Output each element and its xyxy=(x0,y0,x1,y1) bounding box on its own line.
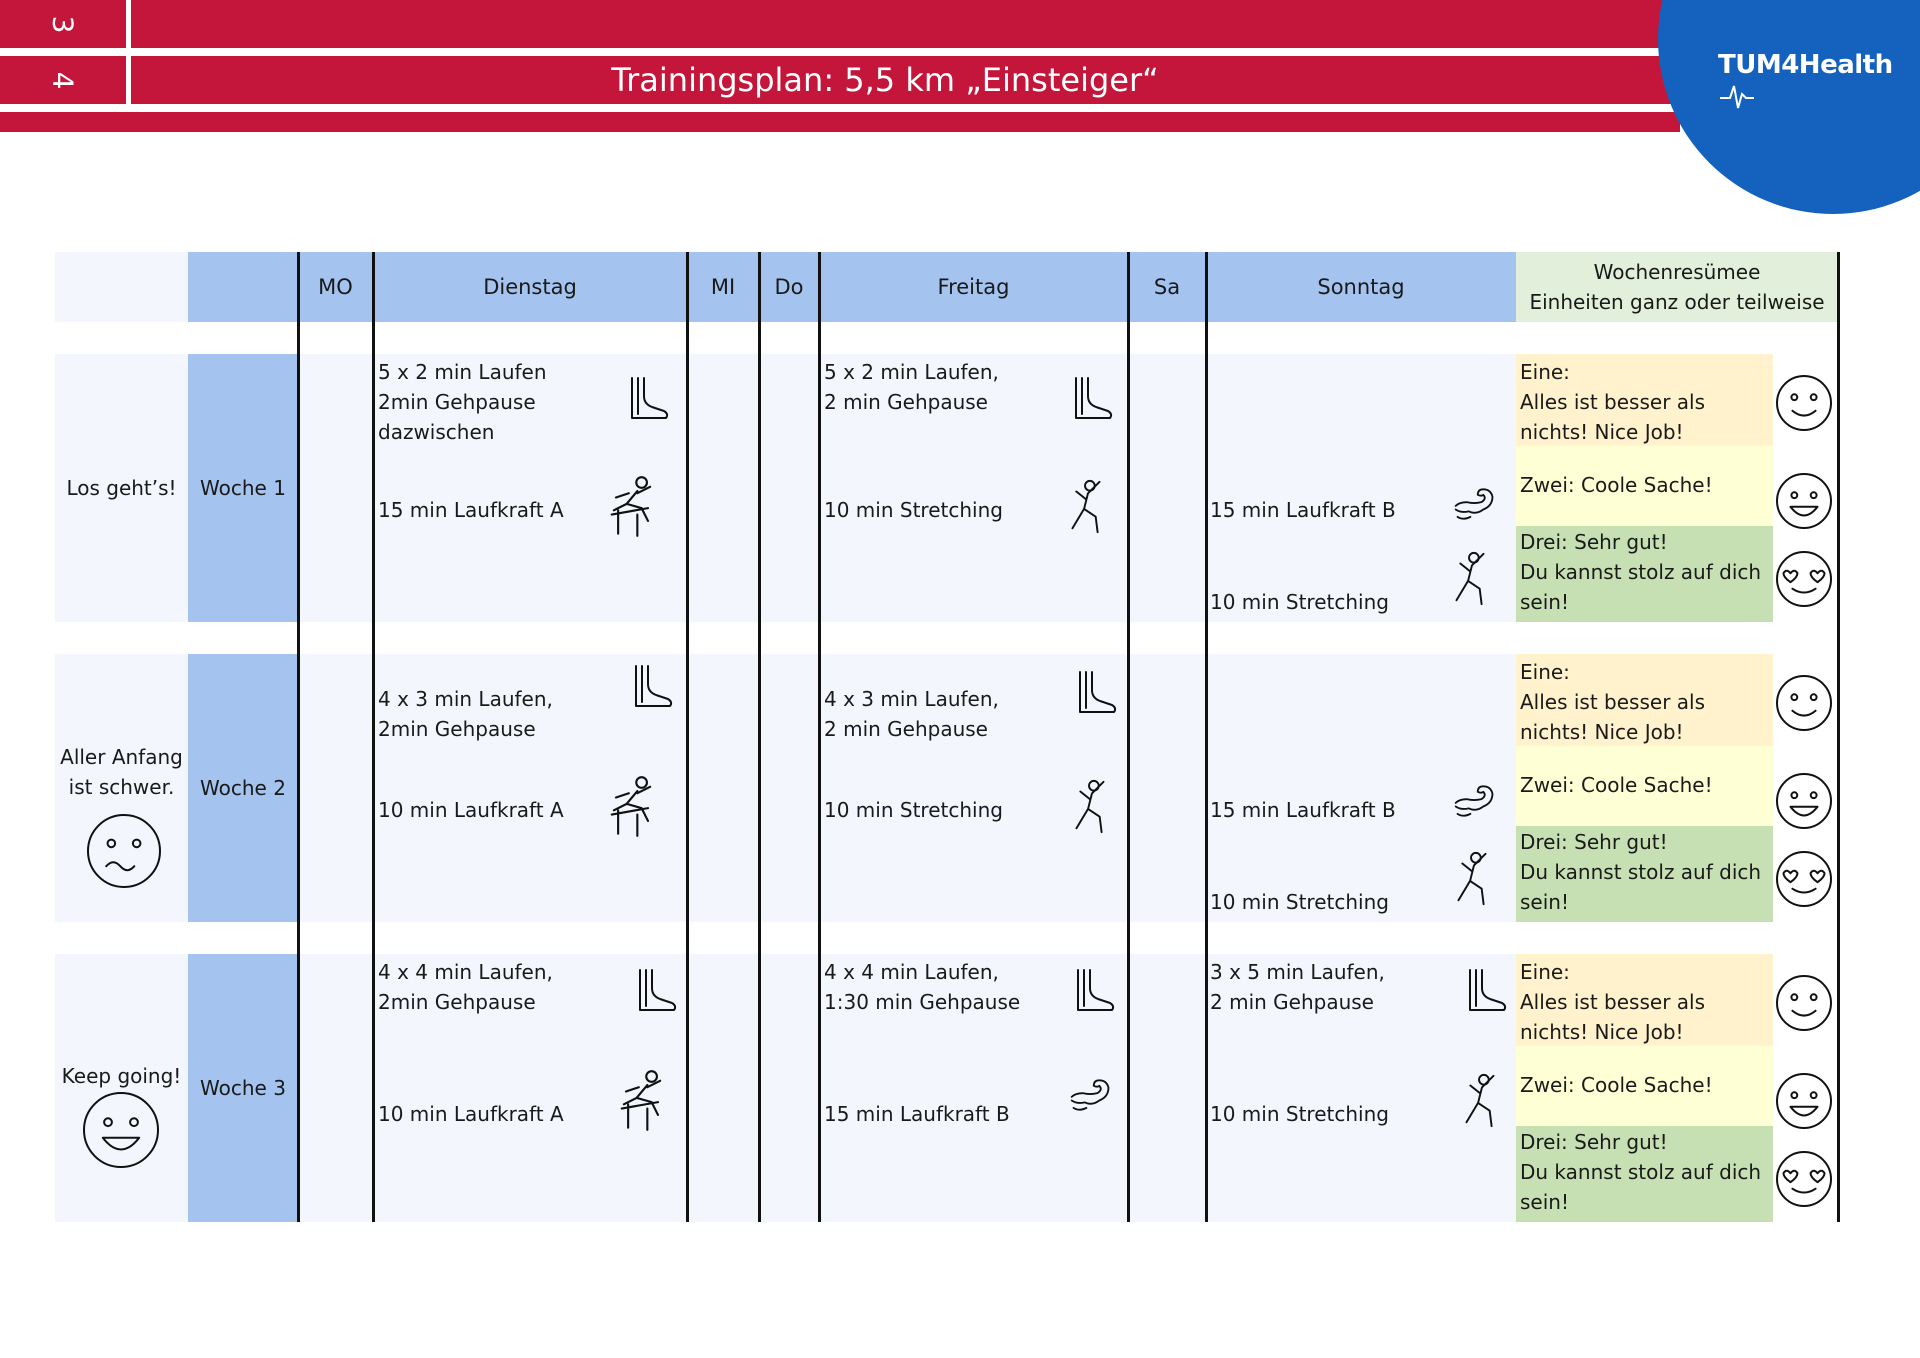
activity-text: 4 x 4 min Laufen, xyxy=(378,960,553,984)
smile-face-icon xyxy=(1775,374,1833,432)
header-week-cell xyxy=(188,252,298,322)
column-divider xyxy=(818,252,821,1222)
page-title: Trainingsplan: 5,5 km „Einsteiger“ xyxy=(611,61,1159,99)
grin-face-icon xyxy=(1775,1072,1833,1130)
column-header-freitag: Freitag xyxy=(819,252,1128,322)
foot-icon xyxy=(1070,668,1120,718)
header-band-bottom xyxy=(0,112,1680,132)
column-divider xyxy=(1127,252,1130,1222)
summary-drei-text: sein! xyxy=(1520,590,1569,614)
stretching-icon xyxy=(1452,850,1492,908)
activity-text: 10 min Stretching xyxy=(824,498,1003,522)
activity-text: 2min Gehpause xyxy=(378,717,536,741)
week-label: Woche 2 xyxy=(200,776,286,800)
activity-text: 10 min Stretching xyxy=(1210,1102,1389,1126)
header-band-top xyxy=(0,0,1680,48)
woozy-face-icon xyxy=(86,813,162,889)
activity-text: 2min Gehpause xyxy=(378,990,536,1014)
summary-eine-text: Alles ist besser als xyxy=(1520,990,1706,1014)
activity-text: 5 x 2 min Laufen xyxy=(378,360,547,384)
column-divider xyxy=(1837,252,1840,1222)
heart-eyes-face-icon xyxy=(1775,550,1833,608)
summary-zwei-text: Zwei: Coole Sache! xyxy=(1520,1073,1713,1097)
foot-icon xyxy=(630,966,680,1016)
heart-eyes-face-icon xyxy=(1775,1150,1833,1208)
activity-text: 15 min Laufkraft B xyxy=(1210,498,1396,522)
stretching-icon xyxy=(1070,778,1110,836)
activity-text: 3 x 5 min Laufen, xyxy=(1210,960,1385,984)
activity-text: 4 x 4 min Laufen, xyxy=(824,960,999,984)
foot-icon xyxy=(1066,374,1116,424)
activity-text: dazwischen xyxy=(378,420,495,444)
column-header-dienstag: Dienstag xyxy=(373,252,687,322)
summary-eine-text: nichts! Nice Job! xyxy=(1520,1020,1684,1044)
summary-drei-text: Drei: Sehr gut! xyxy=(1520,1130,1668,1154)
summary-zwei-text: Zwei: Coole Sache! xyxy=(1520,473,1713,497)
column-header-mi: MI xyxy=(687,252,759,322)
summary-eine-text: Eine: xyxy=(1520,660,1570,684)
activity-text: 10 min Laufkraft A xyxy=(378,798,564,822)
muscle-arm-icon xyxy=(1452,782,1498,820)
muscle-arm-icon xyxy=(1452,485,1498,523)
week-motto: Keep going! xyxy=(61,1064,182,1088)
smile-face-icon xyxy=(1775,974,1833,1032)
summary-eine-text: Alles ist besser als xyxy=(1520,690,1706,714)
muscle-arm-icon xyxy=(1068,1076,1114,1114)
activity-text: 10 min Laufkraft A xyxy=(378,1102,564,1126)
activity-text: 10 min Stretching xyxy=(1210,890,1389,914)
summary-drei-text: Du kannst stolz auf dich xyxy=(1520,860,1762,884)
column-divider xyxy=(758,252,761,1222)
foot-icon xyxy=(626,662,676,712)
week-label: Woche 3 xyxy=(200,1076,286,1100)
page-number: 4 xyxy=(46,71,80,89)
activity-text: 15 min Laufkraft A xyxy=(378,498,564,522)
activity-text: 5 x 2 min Laufen, xyxy=(824,360,999,384)
smile-face-icon xyxy=(1775,674,1833,732)
foot-icon xyxy=(622,374,672,424)
column-divider xyxy=(297,252,300,1222)
activity-text: 2 min Gehpause xyxy=(824,717,988,741)
activity-text: 15 min Laufkraft B xyxy=(824,1102,1010,1126)
column-header-do: Do xyxy=(759,252,819,322)
week-motto: Aller Anfang xyxy=(60,745,183,769)
activity-text: 2min Gehpause xyxy=(378,390,536,414)
stretching-icon xyxy=(1066,478,1106,536)
summary-header-line-2: Einheiten ganz oder teilweise xyxy=(1529,290,1825,314)
stretching-icon xyxy=(1460,1072,1500,1130)
activity-text: 10 min Stretching xyxy=(824,798,1003,822)
column-header-mo: MO xyxy=(298,252,373,322)
summary-eine-text: nichts! Nice Job! xyxy=(1520,720,1684,744)
tum4health-logo: TUM4Health xyxy=(1718,50,1920,110)
summary-eine-text: Alles ist besser als xyxy=(1520,390,1706,414)
heartbeat-icon xyxy=(1720,82,1754,110)
summary-drei-text: sein! xyxy=(1520,890,1569,914)
stretching-icon xyxy=(1450,550,1490,608)
column-header-sonntag: Sonntag xyxy=(1206,252,1516,322)
header-empty-cell xyxy=(55,252,188,322)
summary-eine-text: Eine: xyxy=(1520,360,1570,384)
hurdle-runner-icon xyxy=(614,1068,670,1132)
page-number: 3 xyxy=(46,15,80,33)
heart-eyes-face-icon xyxy=(1775,850,1833,908)
activity-text: 4 x 3 min Laufen, xyxy=(378,687,553,711)
activity-text: 15 min Laufkraft B xyxy=(1210,798,1396,822)
summary-drei-text: Drei: Sehr gut! xyxy=(1520,830,1668,854)
hurdle-runner-icon xyxy=(604,474,660,538)
foot-icon xyxy=(1068,966,1118,1016)
activity-text: 2 min Gehpause xyxy=(824,390,988,414)
column-divider xyxy=(1205,252,1208,1222)
summary-zwei-text: Zwei: Coole Sache! xyxy=(1520,773,1713,797)
grin-face-icon xyxy=(1775,772,1833,830)
hurdle-runner-icon xyxy=(604,774,660,838)
activity-text: 1:30 min Gehpause xyxy=(824,990,1021,1014)
summary-drei-text: Du kannst stolz auf dich xyxy=(1520,1160,1762,1184)
activity-text: 2 min Gehpause xyxy=(1210,990,1374,1014)
summary-eine-text: nichts! Nice Job! xyxy=(1520,420,1684,444)
grin-face-icon xyxy=(82,1091,160,1169)
grin-face-icon xyxy=(1775,472,1833,530)
summary-drei-text: sein! xyxy=(1520,1190,1569,1214)
week-motto: Los geht’s! xyxy=(66,476,177,500)
summary-eine-text: Eine: xyxy=(1520,960,1570,984)
column-header-sa: Sa xyxy=(1128,252,1206,322)
summary-header-line-1: Wochenresümee xyxy=(1593,260,1761,284)
summary-drei-text: Du kannst stolz auf dich xyxy=(1520,560,1762,584)
foot-icon xyxy=(1460,966,1510,1016)
activity-text: 10 min Stretching xyxy=(1210,590,1389,614)
summary-drei-text: Drei: Sehr gut! xyxy=(1520,530,1668,554)
week-motto: ist schwer. xyxy=(68,775,175,799)
week-label: Woche 1 xyxy=(200,476,286,500)
column-divider xyxy=(686,252,689,1222)
column-divider xyxy=(372,252,375,1222)
activity-text: 4 x 3 min Laufen, xyxy=(824,687,999,711)
